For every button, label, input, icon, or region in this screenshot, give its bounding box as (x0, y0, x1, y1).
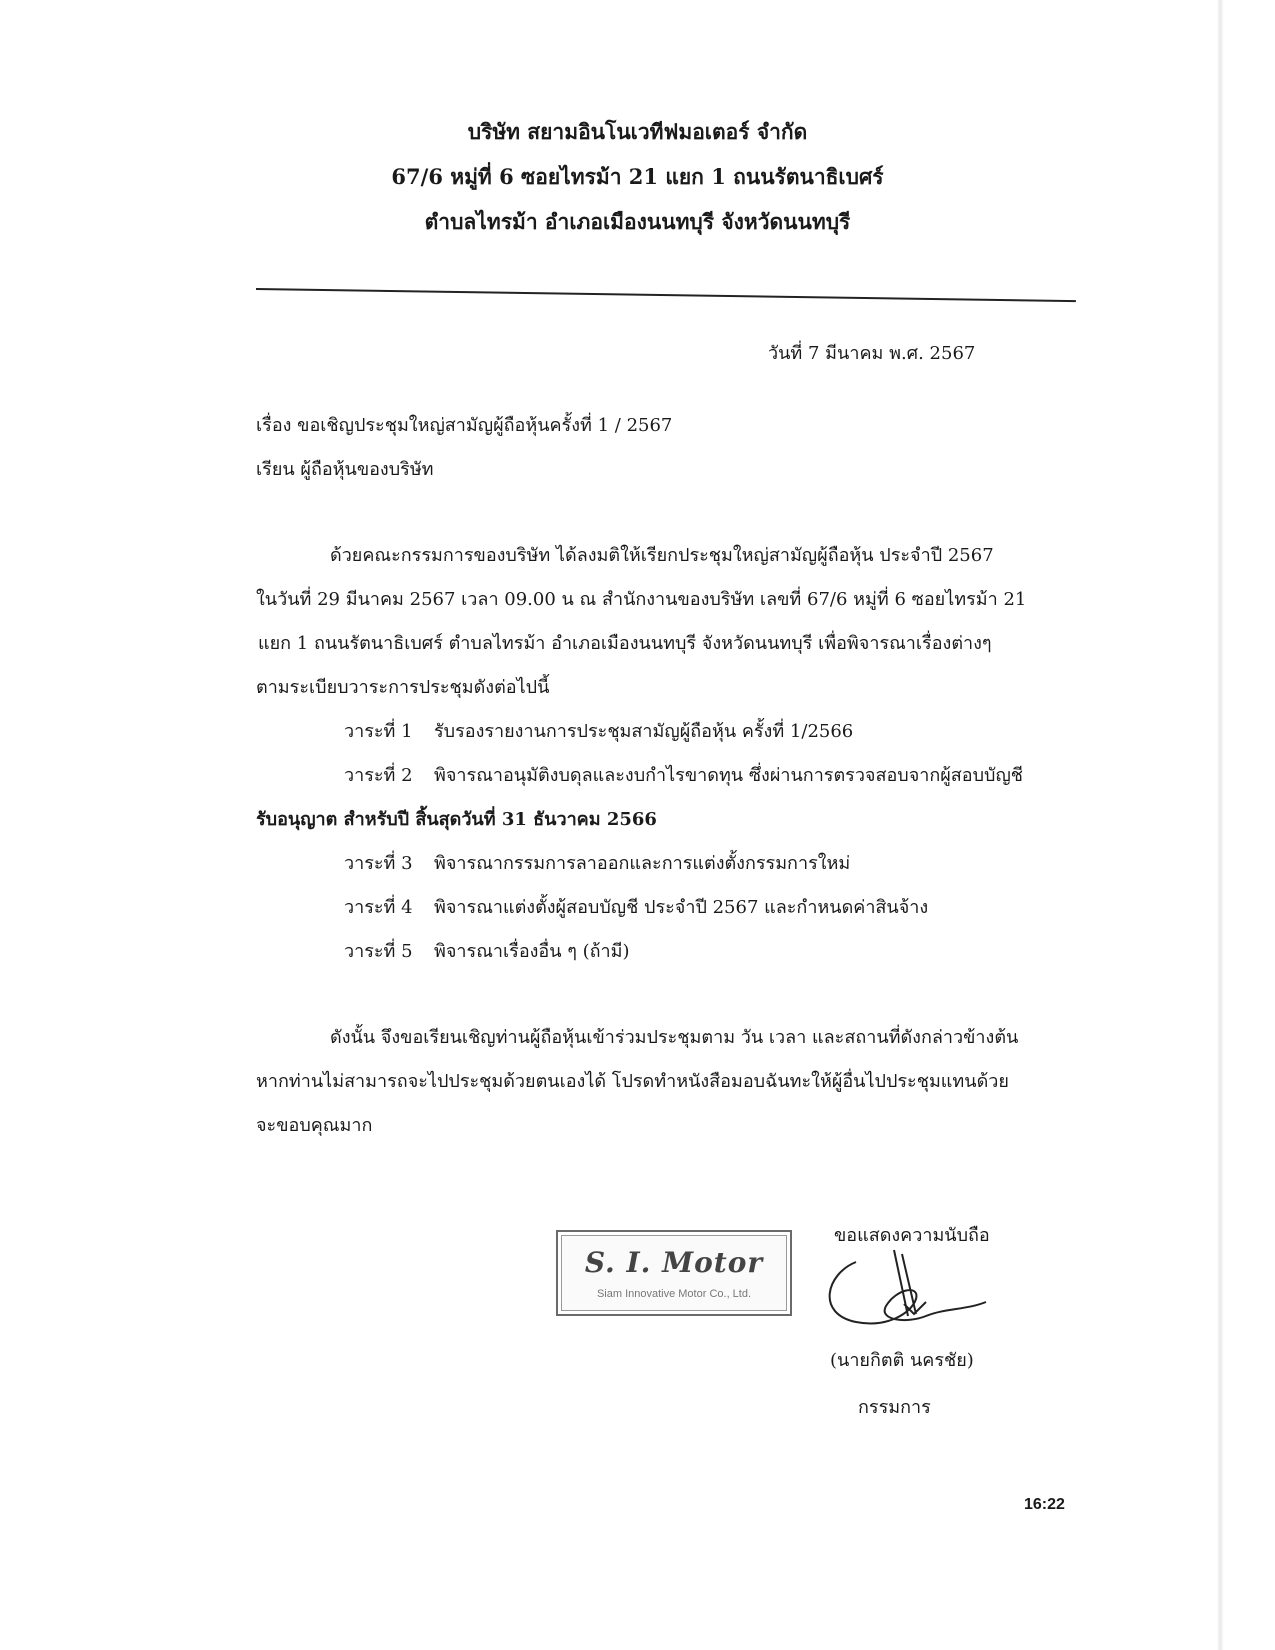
closing-line-3: จะขอบคุณมาก (256, 1115, 373, 1136)
address-line-1: 67/6 หมู่ที่ 6 ซอยไทรม้า 21 แยก 1 ถนนรัตนาธิเบศร์ (391, 164, 884, 189)
intro-line-2: ในวันที่ 29 มีนาคม 2567 เวลา 09.00 น ณ สำนักงานของบริษัท เลขที่ 67/6 หมู่ที่ 6 ซอยไทรม้า 21 (256, 589, 1027, 610)
agenda-4-text: พิจารณาแต่งตั้งผู้สอบบัญชี ประจำปี 2567 และกำหนดค่าสินจ้าง (434, 897, 929, 918)
intro-line-1: ด้วยคณะกรรมการของบริษัท ได้ลงมติให้เรียกประชุมใหญ่สามัญผู้ถือหุ้น ประจำปี 2567 (330, 545, 994, 566)
company-name: บริษัท สยามอินโนเวทีฟมอเตอร์ จำกัด (467, 119, 808, 144)
agenda-1-text: รับรองรายงานการประชุมสามัญผู้ถือหุ้น ครั้งที่ 1/2566 (434, 721, 854, 742)
agenda-5-text: พิจารณาเรื่องอื่น ๆ (ถ้ามี) (434, 941, 630, 962)
page-edge (1217, 0, 1223, 1650)
letter-date: วันที่ 7 มีนาคม พ.ศ. 2567 (768, 343, 976, 364)
letter-subject: เรื่อง ขอเชิญประชุมใหญ่สามัญผู้ถือหุ้นครั้งที่ 1 / 2567 (256, 415, 673, 436)
stamp-subtitle: Siam Innovative Motor Co., Ltd. (596, 1288, 752, 1300)
agenda-3-label: วาระที่ 3 (344, 853, 413, 874)
agenda-2-label: วาระที่ 2 (344, 765, 413, 786)
intro-line-4: ตามระเบียบวาระการประชุมดังต่อไปนี้ (256, 677, 550, 698)
agenda-2-continuation: รับอนุญาต สำหรับปี สิ้นสุดวันที่ 31 ธันวาคม 2566 (256, 809, 657, 830)
agenda-2-text: พิจารณาอนุมัติงบดุลและงบกำไรขาดทุน ซึ่งผ่านการตรวจสอบจากผู้สอบบัญชี (434, 765, 1024, 786)
agenda-1-label: วาระที่ 1 (344, 721, 413, 742)
signatory-title: กรรมการ (858, 1397, 931, 1418)
stamp-logo-text: S. I. Motor (584, 1246, 764, 1279)
closing-line-2: หากท่านไม่สามารถจะไปประชุมด้วยตนเองได้ โปรดทำหนังสือมอบฉันทะให้ผู้อื่นไปประชุมแทนด้วย (256, 1071, 1009, 1092)
address-line-2: ตำบลไทรม้า อำเภอเมืองนนทบุรี จังหวัดนนทบุรี (424, 209, 851, 234)
print-timestamp: 16:22 (1024, 1496, 1065, 1513)
agenda-4-label: วาระที่ 4 (344, 897, 413, 918)
intro-line-3: แยก 1 ถนนรัตนาธิเบศร์ ตำบลไทรม้า อำเภอเมืองนนทบุรี จังหวัดนนทบุรี เพื่อพิจารณาเรื่องต่างๆ (258, 633, 992, 654)
letter-recipient: เรียน ผู้ถือหุ้นของบริษัท (256, 459, 434, 480)
closing-line-1: ดังนั้น จึงขอเรียนเชิญท่านผู้ถือหุ้นเข้าร่วมประชุมตาม วัน เวลา และสถานที่ดังกล่าวข้างต้น (330, 1027, 1019, 1048)
regards: ขอแสดงความนับถือ (834, 1225, 990, 1246)
header-divider (256, 288, 1076, 302)
company-stamp (556, 1230, 792, 1316)
agenda-3-text: พิจารณากรรมการลาออกและการแต่งตั้งกรรมการใหม่ (434, 853, 851, 874)
handwritten-signature (816, 1244, 996, 1334)
agenda-5-label: วาระที่ 5 (344, 941, 413, 962)
signatory-name: (นายกิตติ นครชัย) (830, 1350, 974, 1371)
